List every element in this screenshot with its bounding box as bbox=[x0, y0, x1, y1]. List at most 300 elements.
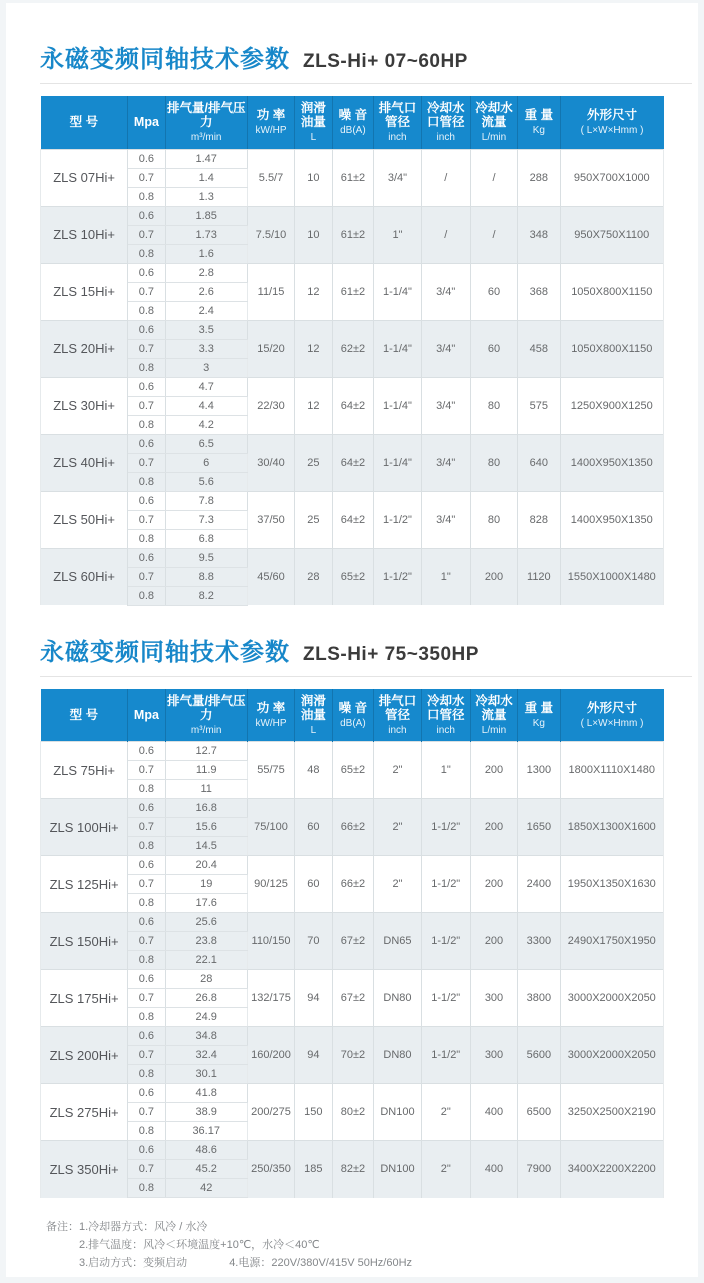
flow-cell: 32.4 bbox=[165, 1046, 247, 1065]
column-header-main: Mpa bbox=[133, 115, 159, 130]
exhaust-port-cell: 2" bbox=[374, 856, 421, 913]
column-header-unit: L/min bbox=[481, 724, 507, 736]
cooling-flow-cell: 80 bbox=[470, 434, 517, 491]
catalog-page bbox=[6, 3, 698, 1277]
dimensions-cell: 950X750X1100 bbox=[560, 206, 663, 263]
oil-cell: 25 bbox=[295, 491, 332, 548]
weight-cell: 828 bbox=[518, 491, 560, 548]
model-cell: ZLS 40Hi+ bbox=[41, 434, 128, 491]
flow-cell: 1.85 bbox=[165, 206, 247, 225]
flow-cell: 23.8 bbox=[165, 932, 247, 951]
pressure-cell: 0.7 bbox=[128, 339, 165, 358]
flow-cell: 1.3 bbox=[165, 187, 247, 206]
model-cell: ZLS 20Hi+ bbox=[41, 320, 128, 377]
power-cell: 37/50 bbox=[247, 491, 294, 548]
cooling-flow-cell: 80 bbox=[470, 377, 517, 434]
cooling-port-cell: 1-1/2" bbox=[421, 970, 470, 1027]
flow-cell: 9.5 bbox=[165, 548, 247, 567]
power-cell: 7.5/10 bbox=[247, 206, 294, 263]
oil-cell: 94 bbox=[295, 970, 332, 1027]
dimensions-cell: 1400X950X1350 bbox=[560, 491, 663, 548]
flow-cell: 1.47 bbox=[165, 149, 247, 168]
cooling-flow-cell: 400 bbox=[470, 1141, 517, 1198]
pressure-cell: 0.6 bbox=[128, 149, 165, 168]
noise-cell: 64±2 bbox=[332, 377, 374, 434]
flow-cell: 7.3 bbox=[165, 510, 247, 529]
flow-cell: 11.9 bbox=[165, 761, 247, 780]
spec-row bbox=[41, 970, 664, 989]
power-cell: 132/175 bbox=[247, 970, 294, 1027]
oil-cell: 10 bbox=[295, 206, 332, 263]
column-header bbox=[41, 689, 128, 742]
exhaust-port-cell: 1" bbox=[374, 206, 421, 263]
pressure-cell: 0.8 bbox=[128, 244, 165, 263]
pressure-cell: 0.6 bbox=[128, 377, 165, 396]
spec-row bbox=[41, 320, 664, 339]
oil-cell: 12 bbox=[295, 377, 332, 434]
exhaust-port-cell: 1-1/4" bbox=[374, 434, 421, 491]
pressure-cell: 0.6 bbox=[128, 742, 165, 761]
column-header-unit: Kg bbox=[532, 125, 545, 137]
header-row bbox=[41, 96, 664, 149]
exhaust-port-cell: 2" bbox=[374, 742, 421, 799]
noise-cell: 61±2 bbox=[332, 149, 374, 206]
pressure-cell: 0.6 bbox=[128, 1084, 165, 1103]
column-header-unit: L bbox=[310, 724, 317, 736]
pressure-cell: 0.7 bbox=[128, 932, 165, 951]
flow-cell: 4.4 bbox=[165, 396, 247, 415]
column-header-main: 冷却水口管径 bbox=[426, 101, 465, 130]
section-title-model-range: ZLS-Hi+ 07~60HP bbox=[303, 51, 468, 72]
oil-cell: 12 bbox=[295, 263, 332, 320]
pressure-cell: 0.7 bbox=[128, 761, 165, 780]
flow-cell: 17.6 bbox=[165, 894, 247, 913]
cooling-port-cell: 2" bbox=[421, 1141, 470, 1198]
cooling-port-cell: 3/4" bbox=[421, 377, 470, 434]
weight-cell: 1120 bbox=[518, 548, 560, 605]
noise-cell: 66±2 bbox=[332, 856, 374, 913]
power-cell: 55/75 bbox=[247, 742, 294, 799]
model-cell: ZLS 175Hi+ bbox=[41, 970, 128, 1027]
cooling-flow-cell: 300 bbox=[470, 970, 517, 1027]
column-header bbox=[518, 96, 560, 149]
spec-row bbox=[41, 377, 664, 396]
flow-cell: 8.2 bbox=[165, 586, 247, 605]
dimensions-cell: 1850X1300X1600 bbox=[560, 799, 663, 856]
cooling-flow-cell: 200 bbox=[470, 799, 517, 856]
noise-cell: 64±2 bbox=[332, 491, 374, 548]
oil-cell: 70 bbox=[295, 913, 332, 970]
model-cell: ZLS 50Hi+ bbox=[41, 491, 128, 548]
pressure-cell: 0.6 bbox=[128, 913, 165, 932]
footnote-line: 2.排气温度：风冷＜环境温度+10℃，水冷＜40℃ bbox=[79, 1239, 320, 1251]
power-cell: 90/125 bbox=[247, 856, 294, 913]
column-header bbox=[421, 96, 470, 149]
column-header bbox=[421, 689, 470, 742]
pressure-cell: 0.8 bbox=[128, 894, 165, 913]
weight-cell: 6500 bbox=[518, 1084, 560, 1141]
column-header-unit: Kg bbox=[532, 717, 545, 729]
pressure-cell: 0.6 bbox=[128, 491, 165, 510]
flow-cell: 42 bbox=[165, 1179, 247, 1198]
section-title-cn: 永磁变频同轴技术参数 bbox=[40, 46, 290, 73]
pressure-cell: 0.7 bbox=[128, 453, 165, 472]
exhaust-port-cell: DN100 bbox=[374, 1141, 421, 1198]
spec-row bbox=[41, 206, 664, 225]
column-header-unit: L/min bbox=[481, 132, 507, 144]
flow-cell: 8.8 bbox=[165, 567, 247, 586]
power-cell: 15/20 bbox=[247, 320, 294, 377]
flow-cell: 34.8 bbox=[165, 1027, 247, 1046]
oil-cell: 25 bbox=[295, 434, 332, 491]
flow-cell: 1.73 bbox=[165, 225, 247, 244]
pressure-cell: 0.7 bbox=[128, 875, 165, 894]
pressure-cell: 0.7 bbox=[128, 818, 165, 837]
flow-cell: 1.4 bbox=[165, 168, 247, 187]
power-cell: 110/150 bbox=[247, 913, 294, 970]
oil-cell: 150 bbox=[295, 1084, 332, 1141]
column-header-main: 冷却水流量 bbox=[475, 693, 513, 722]
column-header-unit: ( L×W×Hmm ) bbox=[580, 717, 644, 729]
model-cell: ZLS 30Hi+ bbox=[41, 377, 128, 434]
column-header-main: 型 号 bbox=[69, 707, 99, 722]
dimensions-cell: 1550X1000X1480 bbox=[560, 548, 663, 605]
pressure-cell: 0.6 bbox=[128, 970, 165, 989]
column-header-main: 外形尺寸 bbox=[587, 700, 638, 715]
pressure-cell: 0.8 bbox=[128, 1179, 165, 1198]
flow-cell: 26.8 bbox=[165, 989, 247, 1008]
model-cell: ZLS 125Hi+ bbox=[41, 856, 128, 913]
section-title bbox=[40, 39, 692, 84]
spec-row bbox=[41, 856, 664, 875]
exhaust-port-cell: 1-1/4" bbox=[374, 320, 421, 377]
pressure-cell: 0.7 bbox=[128, 989, 165, 1008]
column-header-unit: dB(A) bbox=[340, 717, 366, 729]
flow-cell: 7.8 bbox=[165, 491, 247, 510]
flow-cell: 41.8 bbox=[165, 1084, 247, 1103]
model-cell: ZLS 150Hi+ bbox=[41, 913, 128, 970]
spec-row bbox=[41, 799, 664, 818]
exhaust-port-cell: DN80 bbox=[374, 970, 421, 1027]
model-cell: ZLS 200Hi+ bbox=[41, 1027, 128, 1084]
cooling-flow-cell: 200 bbox=[470, 913, 517, 970]
column-header-unit: m³/min bbox=[190, 132, 222, 144]
noise-cell: 70±2 bbox=[332, 1027, 374, 1084]
flow-cell: 3 bbox=[165, 358, 247, 377]
flow-cell: 20.4 bbox=[165, 856, 247, 875]
column-header bbox=[518, 689, 560, 742]
spec-row bbox=[41, 742, 664, 761]
column-header-unit: inch bbox=[436, 724, 455, 736]
column-header-main: 冷却水口管径 bbox=[426, 693, 465, 722]
oil-cell: 60 bbox=[295, 856, 332, 913]
flow-cell: 2.8 bbox=[165, 263, 247, 282]
column-header-unit: inch bbox=[388, 132, 407, 144]
column-header-main: 重 量 bbox=[524, 108, 554, 123]
spec-section-large-hp bbox=[6, 632, 698, 1199]
dimensions-cell: 3000X2000X2050 bbox=[560, 1027, 663, 1084]
exhaust-port-cell: DN65 bbox=[374, 913, 421, 970]
power-cell: 160/200 bbox=[247, 1027, 294, 1084]
power-cell: 75/100 bbox=[247, 799, 294, 856]
flow-cell: 30.1 bbox=[165, 1065, 247, 1084]
column-header bbox=[165, 96, 247, 149]
model-cell: ZLS 100Hi+ bbox=[41, 799, 128, 856]
dimensions-cell: 1400X950X1350 bbox=[560, 434, 663, 491]
flow-cell: 4.7 bbox=[165, 377, 247, 396]
column-header-main: Mpa bbox=[133, 707, 159, 722]
column-header-main: 功 率 bbox=[256, 108, 286, 123]
cooling-flow-cell: 60 bbox=[470, 263, 517, 320]
flow-cell: 36.17 bbox=[165, 1122, 247, 1141]
weight-cell: 3800 bbox=[518, 970, 560, 1027]
pressure-cell: 0.7 bbox=[128, 168, 165, 187]
footnote-label: 备注： bbox=[46, 1221, 79, 1233]
section-title-model-range: ZLS-Hi+ 75~350HP bbox=[303, 643, 479, 665]
spec-row bbox=[41, 263, 664, 282]
pressure-cell: 0.7 bbox=[128, 1160, 165, 1179]
oil-cell: 60 bbox=[295, 799, 332, 856]
column-header bbox=[332, 689, 374, 742]
column-header-main: 排气量/排气压力 bbox=[166, 101, 246, 130]
cooling-port-cell: 1" bbox=[421, 548, 470, 605]
spec-row bbox=[41, 1084, 664, 1103]
flow-cell: 14.5 bbox=[165, 837, 247, 856]
column-header-unit: m³/min bbox=[190, 724, 222, 736]
flow-cell: 19 bbox=[165, 875, 247, 894]
noise-cell: 62±2 bbox=[332, 320, 374, 377]
model-cell: ZLS 10Hi+ bbox=[41, 206, 128, 263]
dimensions-cell: 1950X1350X1630 bbox=[560, 856, 663, 913]
noise-cell: 67±2 bbox=[332, 913, 374, 970]
power-cell: 22/30 bbox=[247, 377, 294, 434]
column-header-main: 外形尺寸 bbox=[587, 108, 638, 123]
spec-row bbox=[41, 1141, 664, 1160]
pressure-cell: 0.8 bbox=[128, 1008, 165, 1027]
column-header bbox=[247, 689, 294, 742]
spec-row bbox=[41, 434, 664, 453]
noise-cell: 82±2 bbox=[332, 1141, 374, 1198]
flow-cell: 22.1 bbox=[165, 951, 247, 970]
flow-cell: 28 bbox=[165, 970, 247, 989]
cooling-flow-cell: 200 bbox=[470, 856, 517, 913]
flow-cell: 25.6 bbox=[165, 913, 247, 932]
pressure-cell: 0.8 bbox=[128, 187, 165, 206]
pressure-cell: 0.8 bbox=[128, 415, 165, 434]
footnotes bbox=[46, 1218, 698, 1272]
column-header bbox=[374, 96, 421, 149]
pressure-cell: 0.8 bbox=[128, 837, 165, 856]
cooling-port-cell: / bbox=[421, 206, 470, 263]
pressure-cell: 0.6 bbox=[128, 1027, 165, 1046]
column-header-main: 润滑油量 bbox=[300, 101, 326, 130]
pressure-cell: 0.7 bbox=[128, 1103, 165, 1122]
cooling-flow-cell: 80 bbox=[470, 491, 517, 548]
flow-cell: 48.6 bbox=[165, 1141, 247, 1160]
pressure-cell: 0.7 bbox=[128, 567, 165, 586]
spec-table-75-350hp bbox=[40, 689, 664, 1199]
power-cell: 250/350 bbox=[247, 1141, 294, 1198]
spec-row bbox=[41, 149, 664, 168]
column-header-unit: kW/HP bbox=[255, 717, 287, 729]
column-header-unit: kW/HP bbox=[255, 125, 287, 137]
section-title bbox=[40, 632, 692, 677]
cooling-flow-cell: / bbox=[470, 149, 517, 206]
column-header-main: 排气量/排气压力 bbox=[166, 693, 246, 722]
column-header-main: 排气口管径 bbox=[378, 101, 417, 130]
cooling-port-cell: 3/4" bbox=[421, 263, 470, 320]
column-header bbox=[332, 96, 374, 149]
cooling-port-cell: 1-1/2" bbox=[421, 856, 470, 913]
column-header bbox=[165, 689, 247, 742]
pressure-cell: 0.8 bbox=[128, 951, 165, 970]
dimensions-cell: 1050X800X1150 bbox=[560, 263, 663, 320]
noise-cell: 61±2 bbox=[332, 263, 374, 320]
power-cell: 200/275 bbox=[247, 1084, 294, 1141]
dimensions-cell: 1250X900X1250 bbox=[560, 377, 663, 434]
noise-cell: 64±2 bbox=[332, 434, 374, 491]
flow-cell: 1.6 bbox=[165, 244, 247, 263]
column-header bbox=[560, 689, 663, 742]
column-header-unit: dB(A) bbox=[340, 125, 366, 137]
exhaust-port-cell: 1-1/4" bbox=[374, 377, 421, 434]
column-header-main: 排气口管径 bbox=[378, 693, 417, 722]
power-cell: 45/60 bbox=[247, 548, 294, 605]
weight-cell: 2400 bbox=[518, 856, 560, 913]
cooling-port-cell: 1-1/2" bbox=[421, 799, 470, 856]
noise-cell: 66±2 bbox=[332, 799, 374, 856]
weight-cell: 7900 bbox=[518, 1141, 560, 1198]
cooling-port-cell: / bbox=[421, 149, 470, 206]
column-header-main: 重 量 bbox=[524, 700, 554, 715]
spec-row bbox=[41, 913, 664, 932]
flow-cell: 45.2 bbox=[165, 1160, 247, 1179]
power-cell: 30/40 bbox=[247, 434, 294, 491]
dimensions-cell: 1050X800X1150 bbox=[560, 320, 663, 377]
cooling-port-cell: 1" bbox=[421, 742, 470, 799]
oil-cell: 12 bbox=[295, 320, 332, 377]
pressure-cell: 0.6 bbox=[128, 1141, 165, 1160]
column-header bbox=[295, 689, 332, 742]
flow-cell: 12.7 bbox=[165, 742, 247, 761]
spec-row bbox=[41, 491, 664, 510]
flow-cell: 16.8 bbox=[165, 799, 247, 818]
cooling-flow-cell: 200 bbox=[470, 742, 517, 799]
column-header bbox=[128, 96, 165, 149]
model-cell: ZLS 60Hi+ bbox=[41, 548, 128, 605]
cooling-flow-cell: 200 bbox=[470, 548, 517, 605]
oil-cell: 28 bbox=[295, 548, 332, 605]
weight-cell: 640 bbox=[518, 434, 560, 491]
oil-cell: 94 bbox=[295, 1027, 332, 1084]
cooling-port-cell: 3/4" bbox=[421, 320, 470, 377]
pressure-cell: 0.8 bbox=[128, 1065, 165, 1084]
exhaust-port-cell: DN80 bbox=[374, 1027, 421, 1084]
cooling-port-cell: 1-1/2" bbox=[421, 1027, 470, 1084]
pressure-cell: 0.6 bbox=[128, 263, 165, 282]
flow-cell: 24.9 bbox=[165, 1008, 247, 1027]
spec-section-small-hp bbox=[6, 39, 698, 606]
footnote-item: 4.电源：220V/380V/415V 50Hz/60Hz bbox=[229, 1257, 413, 1269]
dimensions-cell: 950X700X1000 bbox=[560, 149, 663, 206]
flow-cell: 2.4 bbox=[165, 301, 247, 320]
column-header-main: 噪 音 bbox=[338, 700, 368, 715]
spec-row bbox=[41, 548, 664, 567]
cooling-port-cell: 3/4" bbox=[421, 491, 470, 548]
noise-cell: 80±2 bbox=[332, 1084, 374, 1141]
power-cell: 11/15 bbox=[247, 263, 294, 320]
pressure-cell: 0.8 bbox=[128, 472, 165, 491]
column-header-unit: L bbox=[310, 132, 317, 144]
oil-cell: 48 bbox=[295, 742, 332, 799]
model-cell: ZLS 275Hi+ bbox=[41, 1084, 128, 1141]
column-header bbox=[295, 96, 332, 149]
dimensions-cell: 2490X1750X1950 bbox=[560, 913, 663, 970]
header-row bbox=[41, 689, 664, 742]
cooling-port-cell: 1-1/2" bbox=[421, 913, 470, 970]
pressure-cell: 0.8 bbox=[128, 358, 165, 377]
flow-cell: 6.5 bbox=[165, 434, 247, 453]
weight-cell: 575 bbox=[518, 377, 560, 434]
cooling-flow-cell: 300 bbox=[470, 1027, 517, 1084]
oil-cell: 185 bbox=[295, 1141, 332, 1198]
footnote-line: 1.冷却器方式：风冷 / 水冷 bbox=[79, 1221, 208, 1233]
flow-cell: 6 bbox=[165, 453, 247, 472]
pressure-cell: 0.8 bbox=[128, 1122, 165, 1141]
pressure-cell: 0.6 bbox=[128, 434, 165, 453]
flow-cell: 3.5 bbox=[165, 320, 247, 339]
pressure-cell: 0.6 bbox=[128, 856, 165, 875]
flow-cell: 5.6 bbox=[165, 472, 247, 491]
weight-cell: 3300 bbox=[518, 913, 560, 970]
exhaust-port-cell: 2" bbox=[374, 799, 421, 856]
pressure-cell: 0.7 bbox=[128, 282, 165, 301]
weight-cell: 348 bbox=[518, 206, 560, 263]
dimensions-cell: 3250X2500X2190 bbox=[560, 1084, 663, 1141]
cooling-flow-cell: 60 bbox=[470, 320, 517, 377]
model-cell: ZLS 07Hi+ bbox=[41, 149, 128, 206]
dimensions-cell: 3400X2200X2200 bbox=[560, 1141, 663, 1198]
flow-cell: 15.6 bbox=[165, 818, 247, 837]
model-cell: ZLS 75Hi+ bbox=[41, 742, 128, 799]
exhaust-port-cell: DN100 bbox=[374, 1084, 421, 1141]
model-cell: ZLS 350Hi+ bbox=[41, 1141, 128, 1198]
exhaust-port-cell: 1-1/2" bbox=[374, 548, 421, 605]
column-header-main: 功 率 bbox=[256, 700, 286, 715]
cooling-port-cell: 3/4" bbox=[421, 434, 470, 491]
footnote-line bbox=[79, 1254, 412, 1272]
pressure-cell: 0.6 bbox=[128, 206, 165, 225]
oil-cell: 10 bbox=[295, 149, 332, 206]
weight-cell: 5600 bbox=[518, 1027, 560, 1084]
column-header-unit: inch bbox=[436, 132, 455, 144]
column-header-main: 冷却水流量 bbox=[475, 101, 513, 130]
dimensions-cell: 1800X1110X1480 bbox=[560, 742, 663, 799]
weight-cell: 1300 bbox=[518, 742, 560, 799]
column-header-main: 型 号 bbox=[69, 115, 99, 130]
column-header bbox=[560, 96, 663, 149]
weight-cell: 368 bbox=[518, 263, 560, 320]
exhaust-port-cell: 1-1/4" bbox=[374, 263, 421, 320]
column-header bbox=[128, 689, 165, 742]
weight-cell: 288 bbox=[518, 149, 560, 206]
flow-cell: 2.6 bbox=[165, 282, 247, 301]
model-cell: ZLS 15Hi+ bbox=[41, 263, 128, 320]
column-header bbox=[470, 689, 517, 742]
dimensions-cell: 3000X2000X2050 bbox=[560, 970, 663, 1027]
column-header bbox=[470, 96, 517, 149]
spec-row bbox=[41, 1027, 664, 1046]
